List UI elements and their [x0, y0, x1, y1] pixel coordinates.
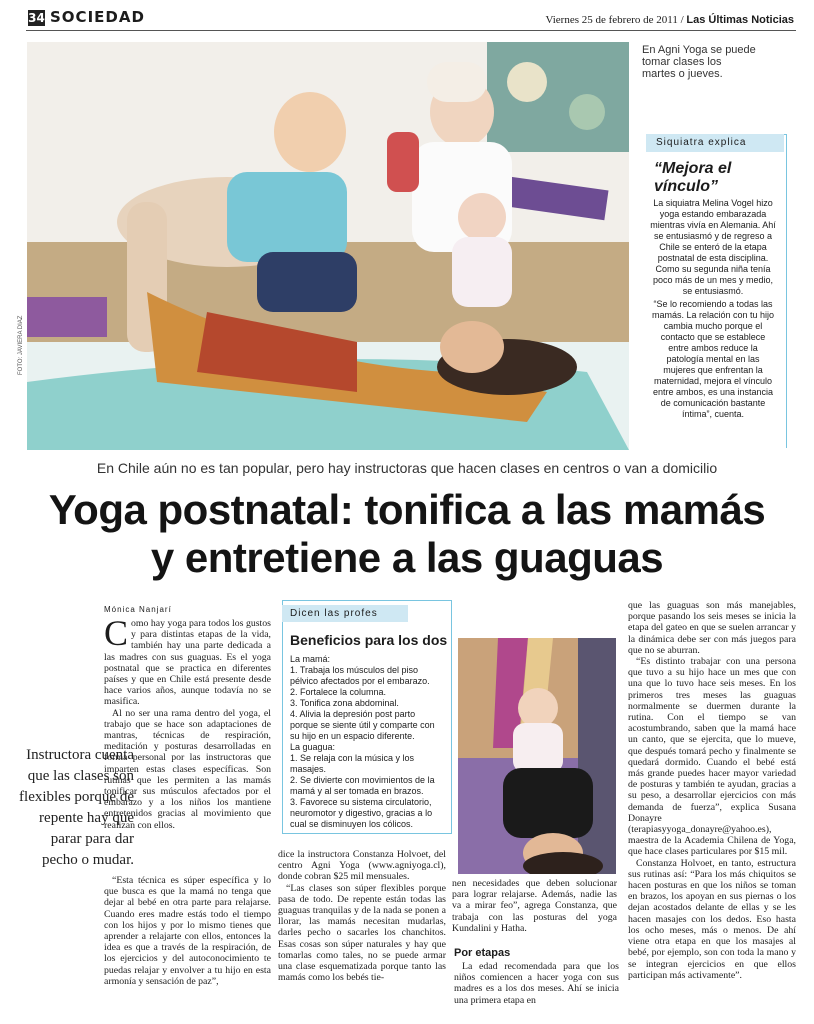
body-column-2-end [454, 961, 619, 1006]
benefit-item: 1. Trabaja los músculos del piso pélvico afectados por el embarazo. [290, 665, 430, 686]
headline-line: Yoga postnatal: tonifica a las mamás [48, 486, 766, 533]
header-rule [26, 30, 796, 31]
subhead: Por etapas [454, 947, 511, 959]
benefit-item: 1. Se relaja con la música y los masajes. [290, 753, 415, 774]
drop-cap: C [104, 613, 129, 653]
body-paragraph: que las guaguas son más manejables, porque pasando los seis meses se inicia la etapa del gateo en que se suelen arrancar y la dinámica debe ser con más juegos para que no se aburran. [628, 600, 796, 656]
sidebar-paragraph: La siquiatra Melina Vogel hizo yoga estando embarazada mientras vivía en Alemania. Ahí se entusiasmó y de regreso a Chile se enteró de la etapa postnatal de esta disciplina. Como su segunda niña tenía poco más de un mes y medio, se entusiasmó. [650, 198, 776, 296]
benefit-item: 4. Alivia la depresión post parto porque se siente útil y comparte con su hijo en un espacio diferente. [290, 709, 435, 741]
benefits-baby-label: La guagua: [290, 742, 336, 752]
kicker: En Chile aún no es tan popular, pero hay instructoras que hacen clases en centros o van a domicilio [96, 460, 718, 476]
body-paragraph: Constanza Holvoet, en tanto, estructura sus rutinas así: “Para los más chiquitos se hacen posturas en que los niños se toman en brazos, los apoyan en sus piernas o los dejan acostados delante de ellas y se les hacen masajes con los dedos. Eso hasta los ocho meses, más o menos. De ahí viene otra etapa en que los masajes al bebé, por ejemplo, son con toda la mano y se integran ejercicios en que ellos participan más activamente”. [628, 857, 796, 981]
benefit-item: 2. Se divierte con movimientos de la mamá y al ser tomada en brazos. [290, 775, 435, 796]
body-paragraph: “Esta técnica es súper específica y lo que busca es que la mamá no tenga que dejar al bebé en otra parte para relajarse. Cuando eres madre estás todo el tiempo con los hijos y por lo mismo tienes que aprender a relajarte con ellos, entonces la idea es que a través de la respiración, de los ejercicios y del autoconocimiento te puedas relajar y envolver a tu hijo en esta armonía y sensación de paz”, [104, 875, 271, 987]
sidebar-title: “Mejora el vínculo” [654, 160, 732, 195]
benefits-mom-label: La mamá: [290, 654, 331, 664]
benefit-item: 3. Tonifica zona abdominal. [290, 698, 399, 708]
main-photo [27, 42, 629, 450]
byline: Mónica Nanjarí [104, 605, 172, 614]
yoga-class-illustration [27, 42, 629, 450]
body-paragraph [104, 613, 271, 708]
headline [0, 486, 814, 582]
body-paragraph: La edad recomendada para que los niños comiencen a hacer yoga con sus madres es a los dos meses. Ahí se inicia una primera etapa en [454, 961, 619, 1006]
sidebar-text [650, 198, 776, 422]
benefit-item: 2. Fortalece la columna. [290, 687, 387, 697]
benefits-list [290, 654, 440, 830]
dateline [545, 14, 794, 26]
mother-baby-illustration [458, 638, 616, 874]
body-paragraph: nen necesidades que deben solucionar para lograr relajarse. Además, nadie las va a mirar feo”, agrega Constanza, que trabaja con las posturas del yoga Kundalini y Hatha. [452, 878, 617, 934]
benefits-title: Beneficios para los dos [290, 632, 448, 648]
section-title: SOCIEDAD [50, 8, 145, 26]
body-column-2 [278, 849, 446, 983]
pull-quote: Instructora cuenta que las clases son flexibles porque de repente hay que parar para dar pecho o mudar. [19, 747, 134, 868]
body-paragraph: “Es distinto trabajar con una persona que tuvo a su hijo hace un mes que con una que lo tuvo hace seis meses. En los primeros tres meses las guaguas normalmente se duermen durante la rutina. Con el tiempo se van acostumbrando, saben que la mamá hace un canto, que se ejercita, que lo mueve, que después tomará pecho y finalmente se quedará dormido. Cuando el bebé está más grande puedes hacer mayor variedad de posturas y también te ayudan, gracias a su peso, a desarrollar ejercicios con más demanda de fuerza”, explica Susana Donayre (terapiasyyoga_donayre@yahoo.es), maestra de la Academia Chilena de Yoga, que hace clases particulares por $15 mil. [628, 656, 796, 858]
body-text: omo hay yoga para todos los gustos y para distintas etapas de la vida, también hay una parte dedicada a las madres con sus guaguas. Es el yoga postnatal que se practica en diferentes países y que en Chile está presente desde hace varios años, aunque todavía no se masifica. [104, 618, 271, 708]
body-paragraph: Al no ser una rama dentro del yoga, el trabajo que se hace son adaptaciones de mantras, técnicas de respiración, meditación y posturas desarrolladas en forma personal por las instructoras que imparten estas clases específicas. Son rutinas que les permiten a las mamás tonificar sus músculos afectados por el embarazo y a los niños los mantiene entretenidos gracias al movimiento que realizan con ellos. [104, 707, 271, 831]
newspaper-name: Las Últimas Noticias [686, 14, 794, 26]
benefit-item: 3. Favorece su sistema circulatorio, neuromotor y digestivo, gracias a lo cual se disminuyen los cólicos. [290, 797, 433, 829]
body-paragraph: “Las clases son súper flexibles porque pasa de todo. De repente están todas las guaguas tranquilas y de la nada se ponen a llorar, las mamás necesitan mudarlas, darles pecho o sacarles los chanchitos. Esas cosas son súper naturales y hay que tomarlas como tales, no se puede armar una clase esquematizada porque tanto las mamás como los bebés tie- [278, 882, 446, 984]
body-column-2-bottom [452, 878, 617, 934]
body-column-3 [628, 600, 796, 981]
photo-caption: En Agni Yoga se puede tomar clases los martes o jueves. [642, 44, 756, 80]
page-number: 34 [28, 11, 45, 25]
photo-credit: FOTO: JAVIERA DIAZ [18, 315, 24, 375]
secondary-photo [458, 638, 616, 874]
body-paragraph: dice la instructora Constanza Holvoet, del centro Agni Yoga (www.agniyoga.cl), donde cobran $25 mil mensuales. [278, 849, 446, 883]
body-column-1-bottom [104, 875, 271, 987]
headline-line: y entretiene a las guaguas [150, 534, 664, 581]
date: Viernes 25 de febrero de 2011 / [545, 14, 684, 26]
benefits-tab: Dicen las profes [282, 605, 408, 622]
sidebar-paragraph: “Se lo recomiendo a todas las mamás. La relación con tu hijo cambia mucho porque el contacto que se establece entre ambos reduce la patología mental en las mujeres que enfrentan la maternidad, mejora el vínculo entre ambos, es una instancia de comunicación bastante íntima”, cuenta. [651, 299, 775, 419]
sidebar-tab: Siquiatra explica [646, 134, 784, 152]
